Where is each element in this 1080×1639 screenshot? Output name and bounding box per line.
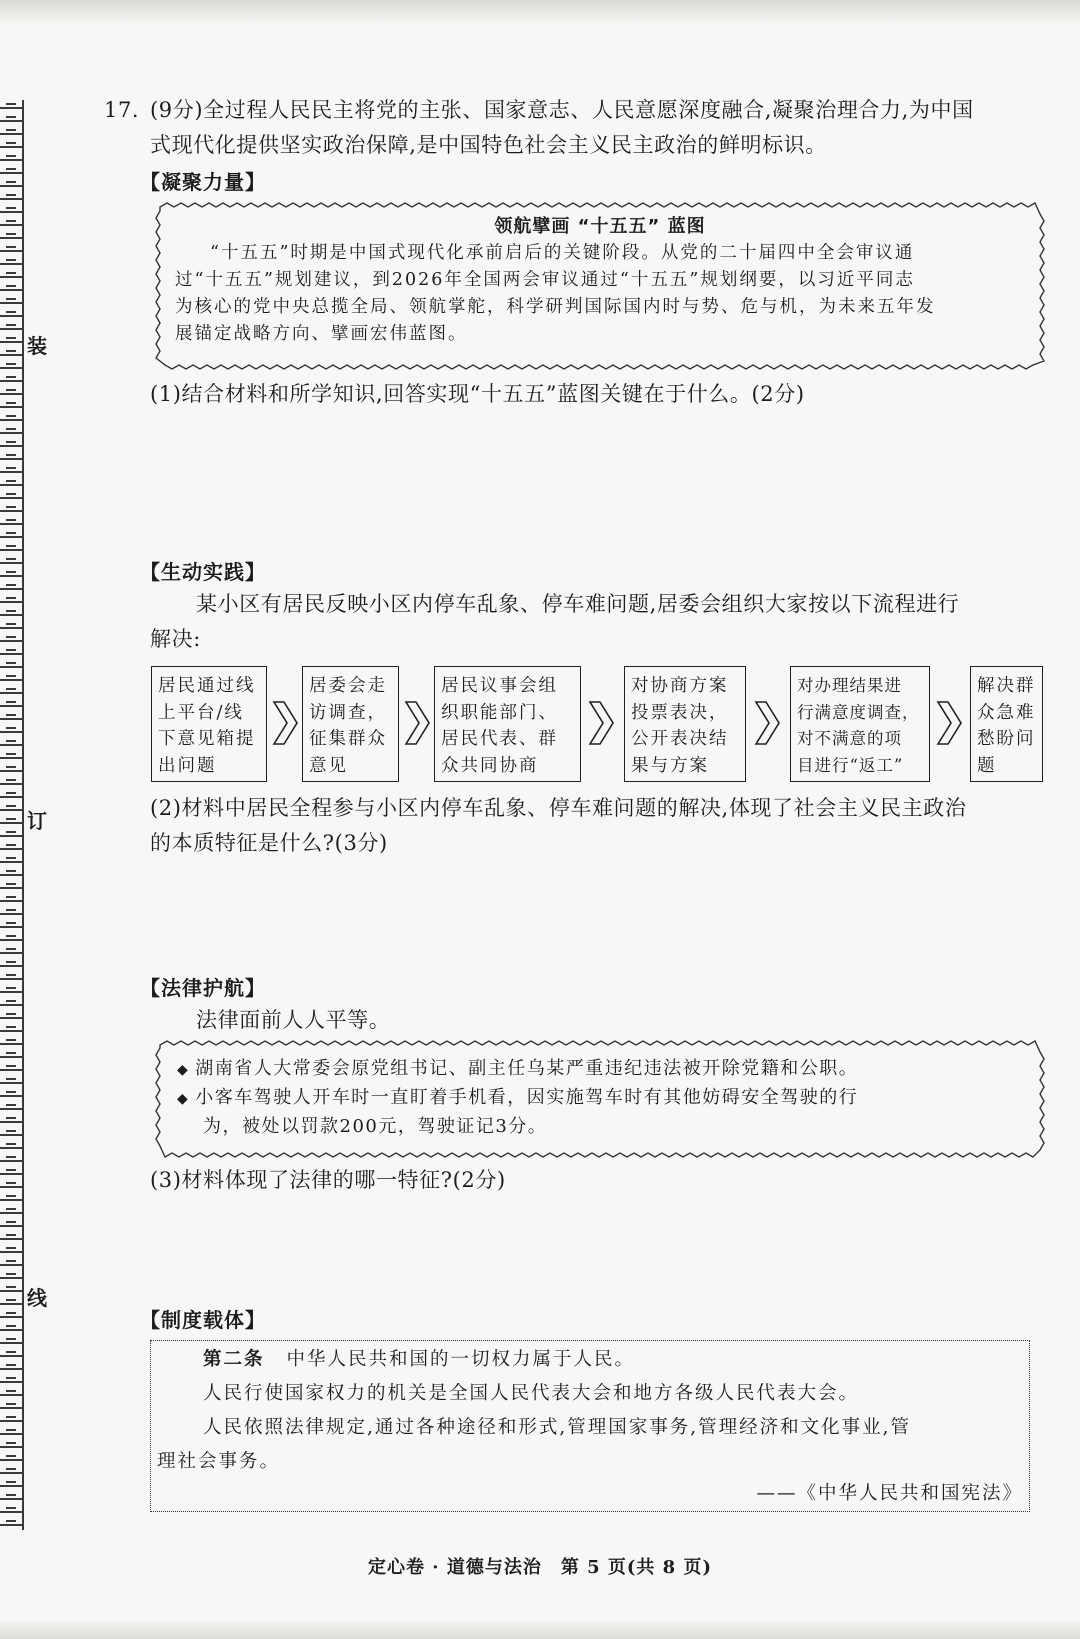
- section-title-falv: 【法律护航】: [140, 976, 266, 1000]
- article-line: [203, 1343, 635, 1376]
- flow-step-6-line-1: 解决群: [977, 676, 1036, 696]
- flow-step-5: [790, 666, 930, 782]
- flow-step-1-line-2: 上平台/线: [158, 702, 244, 723]
- flow-step-5-line-3: 对不满意的项: [797, 729, 902, 748]
- constitution-line-3: 人民依照法律规定,通过各种途径和形式,管理国家事务,管理经济和文化事业,管: [203, 1417, 912, 1438]
- chevron-arrow-icon: [402, 700, 432, 746]
- flow-step-3-line-2: 织职能部门、: [441, 702, 558, 723]
- flow-step-2-line-2: 访调查，: [309, 702, 387, 723]
- flow-step-2: [302, 666, 399, 782]
- law-bullet-2-text-1: 小客车驾驶人开车时一直盯着手机看，因实施驾车时有其他妨碍安全驾驶的行: [195, 1087, 859, 1108]
- sub-question-1: (1)结合材料和所学知识,回答实现“十五五”蓝图关键在于什么。(2分): [150, 382, 805, 406]
- constitution-box: [150, 1340, 1030, 1512]
- diamond-bullet-icon: ◆: [177, 1062, 190, 1078]
- article-label: 第二条: [203, 1349, 265, 1370]
- sub-question-3: (3)材料体现了法律的哪一特征?(2分): [150, 1168, 506, 1192]
- flow-step-3-line-1: 居民议事会组: [441, 676, 558, 696]
- box-line-1: “十五五”时期是中国式现代化承前启后的关键阶段。从党的二十届四中全会审议通: [210, 243, 915, 263]
- question-number: 17.: [104, 98, 140, 122]
- constitution-line-4: 理社会事务。: [157, 1451, 281, 1472]
- material-box-law: [155, 1040, 1045, 1158]
- flow-step-5-line-4: 目进行“返工”: [797, 755, 904, 775]
- flow-step-6-line-4: 题: [977, 755, 997, 776]
- flow-step-4: [624, 666, 746, 782]
- section-title-ningju: 【凝聚力量】: [140, 170, 266, 194]
- diamond-bullet-icon: ◆: [177, 1091, 190, 1107]
- question-intro-line1: (9分)全过程人民民主将党的主张、国家意志、人民意愿深度融合,凝聚治理合力,为中国: [150, 98, 974, 122]
- flow-step-3-line-3: 居民代表、群: [441, 729, 558, 749]
- law-bullet-1: [177, 1055, 1027, 1084]
- box-line-2: 过“十五五”规划建议，到2026年全国两会审议通过“十五五”规划纲要，以习近平同志: [175, 270, 915, 290]
- box-line-4: 展锚定战略方向、擘画宏伟蓝图。: [175, 324, 468, 344]
- chevron-arrow-icon: [752, 700, 782, 746]
- flow-step-2-line-1: 居委会走: [309, 676, 387, 696]
- binding-label-xian: 线: [27, 1286, 47, 1310]
- flow-step-4-line-1: 对协商方案: [631, 676, 729, 696]
- binding-margin: [0, 100, 24, 1530]
- flow-step-5-line-2: 行满意度调查，: [797, 702, 920, 722]
- flow-step-1-line-1: 居民通过线: [158, 676, 256, 696]
- section2-intro-line1: 某小区有居民反映小区内停车乱象、停车难问题,居委会组织大家按以下流程进行: [196, 592, 960, 616]
- section2-intro-line2: 解决:: [150, 627, 201, 651]
- sub-question-2-line2: 的本质特征是什么?(3分): [150, 831, 388, 855]
- flow-step-3: [434, 666, 581, 782]
- page-bottom-edge: [0, 1621, 1080, 1639]
- constitution-line-2: 人民行使国家权力的机关是全国人民代表大会和地方各级人民代表大会。: [203, 1383, 860, 1404]
- flow-step-1-line-3: 下意见箱提: [158, 729, 256, 749]
- binding-label-ding: 订: [27, 809, 47, 833]
- box-title: 领航擘画 “十五五” 蓝图: [494, 216, 706, 237]
- flow-step-3-line-4: 众共同协商: [441, 755, 539, 776]
- section3-intro: 法律面前人人平等。: [196, 1008, 391, 1032]
- material-box-blueprint: [155, 202, 1045, 370]
- page-footer: 定心卷 · 道德与法治 第 5 页(共 8 页): [368, 1557, 712, 1578]
- flow-step-4-line-4: 果与方案: [631, 755, 709, 776]
- flow-step-6-line-3: 愁盼问: [977, 729, 1036, 749]
- flow-step-5-line-1: 对办理结果进: [797, 676, 902, 695]
- flow-step-1-line-4: 出问题: [158, 755, 217, 776]
- binding-label-zhuang: 装: [27, 334, 47, 358]
- section-title-shengdong: 【生动实践】: [140, 560, 266, 584]
- sub-question-2-line1: (2)材料中居民全程参与小区内停车乱象、停车难问题的解决,体现了社会主义民主政治: [150, 796, 967, 820]
- flow-step-4-line-3: 公开表决结: [631, 729, 729, 749]
- flow-step-6-line-2: 众急难: [977, 702, 1036, 723]
- constitution-source: ——《中华人民共和国宪法》: [756, 1483, 1023, 1504]
- flow-step-6: [970, 666, 1043, 782]
- article-text: 中华人民共和国的一切权力属于人民。: [286, 1349, 636, 1370]
- chevron-arrow-icon: [270, 700, 300, 746]
- section-title-zhidu: 【制度载体】: [140, 1308, 266, 1332]
- page-top-edge: [0, 0, 1080, 22]
- flow-step-2-line-3: 征集群众: [309, 729, 387, 749]
- box-line-3: 为核心的党中央总揽全局、领航掌舵，科学研判国际国内时与势、危与机，为未来五年发: [175, 297, 936, 317]
- law-bullet-2: [177, 1084, 1027, 1113]
- flow-step-1: [151, 666, 267, 782]
- flow-step-2-line-4: 意见: [309, 755, 348, 776]
- chevron-arrow-icon: [934, 700, 964, 746]
- law-bullet-1-text: 湖南省人大常委会原党组书记、副主任乌某严重违纪违法被开除党籍和公职。: [195, 1058, 859, 1079]
- question-intro-line2: 式现代化提供坚实政治保障,是中国特色社会主义民主政治的鲜明标识。: [150, 133, 827, 157]
- law-bullet-2-cont: 为，被处以罚款200元，驾驶证记3分。: [203, 1116, 548, 1137]
- chevron-arrow-icon: [586, 700, 616, 746]
- flow-step-4-line-2: 投票表决，: [631, 702, 729, 723]
